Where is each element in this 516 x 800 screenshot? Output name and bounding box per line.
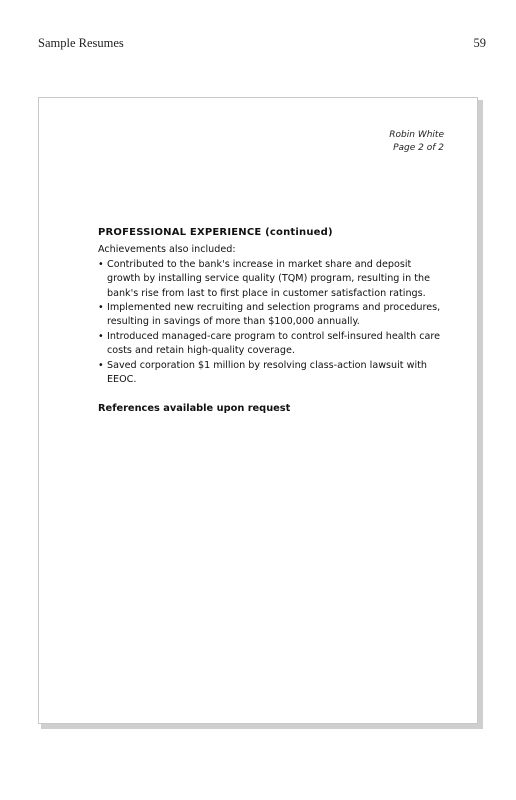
- bullet-icon: •: [98, 359, 104, 371]
- achievement-item: [98, 359, 446, 388]
- achievement-item: [98, 301, 446, 330]
- running-head-page-number: 59: [473, 36, 486, 50]
- achievement-text: Contributed to the bank's increase in market share and deposit growth by installing service quality (TQM) program, resulting in the bank's rise from last to first place in customer satisfaction ratings.: [107, 258, 430, 299]
- bullet-icon: •: [98, 330, 104, 342]
- achievement-text: Introduced managed-care program to control self-insured health care costs and retain high-quality coverage.: [107, 330, 441, 357]
- achievements-intro: Achievements also included:: [98, 244, 236, 256]
- achievement-text: Implemented new recruiting and selection programs and procedures, resulting in savings of more than $100,000 annually.: [107, 302, 441, 328]
- candidate-name: Robin White: [389, 130, 444, 140]
- achievement-item: [98, 330, 446, 359]
- achievement-text: Saved corporation $1 million by resolving class-action lawsuit with EEOC.: [107, 359, 427, 386]
- achievement-list: [98, 258, 446, 388]
- bullet-icon: •: [98, 302, 104, 314]
- resume-page: [38, 97, 478, 724]
- achievement-item: [98, 258, 446, 301]
- resume-page-header: [389, 129, 444, 155]
- bullet-icon: •: [98, 258, 104, 270]
- references-note: References available upon request: [98, 403, 291, 415]
- running-head-section-title: Sample Resumes: [38, 36, 124, 50]
- section-heading: PROFESSIONAL EXPERIENCE (continued): [98, 227, 333, 238]
- resume-content: [98, 226, 446, 417]
- page-indicator: Page 2 of 2: [393, 143, 444, 153]
